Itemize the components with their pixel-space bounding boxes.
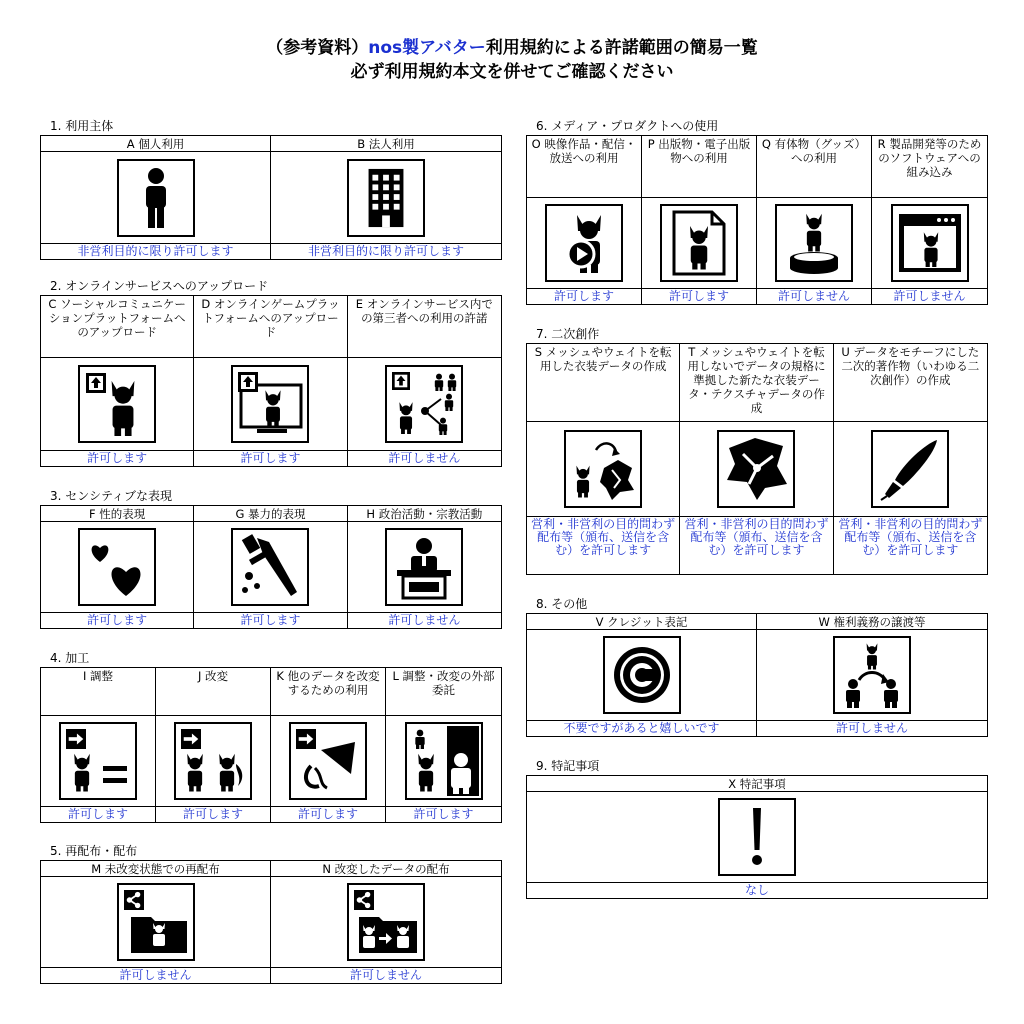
- item-t: [680, 344, 833, 574]
- item-r-header: R 製品開発等のためのソフトウェアへの組み込み: [872, 136, 987, 198]
- item-h-header: H 政治活動・宗教活動: [348, 506, 501, 522]
- copyright-icon: [603, 636, 681, 714]
- section-8: [526, 596, 988, 737]
- section-5-label: 5. 再配布・配布: [50, 844, 138, 858]
- section-4-label: 4. 加工: [50, 651, 90, 665]
- item-f-result: 許可します: [41, 612, 193, 628]
- outsource-icon: [405, 722, 483, 800]
- section-9: [526, 758, 988, 899]
- title-brand: nos製アバター: [368, 38, 486, 58]
- item-b-header: B 法人利用: [271, 136, 501, 152]
- section-7: [526, 326, 988, 575]
- item-q-result: 許可しません: [757, 288, 871, 304]
- item-r-result: 許可しません: [872, 288, 987, 304]
- item-l-result: 許可します: [386, 806, 501, 822]
- item-c-result: 許可します: [41, 450, 193, 466]
- item-u-result: 営利・非営利の目的問わず配布等（頒布、送信を含む）を許可します: [834, 516, 987, 574]
- hearts-icon: [78, 528, 156, 606]
- section-6: [526, 118, 988, 305]
- item-w-result: 許可しません: [757, 720, 987, 736]
- section-2-label: 2. オンラインサービスへのアップロード: [50, 279, 269, 293]
- item-e-header: E オンラインサービス内での第三者への利用の許諾: [348, 296, 501, 358]
- podium-icon: [385, 528, 463, 606]
- page-subtitle: 必ず利用規約本文を併せてご確認ください: [350, 62, 674, 82]
- item-n: [271, 861, 501, 983]
- item-h: [348, 506, 501, 628]
- item-l: [386, 668, 501, 822]
- item-o-header: O 映像作品・配信・放送への利用: [527, 136, 641, 198]
- item-d-result: 許可します: [194, 450, 346, 466]
- publication-icon: [660, 204, 738, 282]
- item-d-header: D オンラインゲームプラットフォームへのアップロード: [194, 296, 346, 358]
- item-g-header: G 暴力的表現: [194, 506, 346, 522]
- item-w: [757, 614, 987, 736]
- item-q: [757, 136, 872, 304]
- item-n-header: N 改変したデータの配布: [271, 861, 501, 877]
- figure-icon: [775, 204, 853, 282]
- title-suffix: 利用規約による許諾範囲の簡易一覧: [485, 38, 758, 58]
- section-2: [40, 278, 502, 467]
- item-v-result: 不要ですがあると嬉しいです: [527, 720, 756, 736]
- item-f-header: F 性的表現: [41, 506, 193, 522]
- upload-monitor-icon: [231, 365, 309, 443]
- item-t-header: T メッシュやウェイトを転用しないでデータの規格に準拠した新たな衣装データ・テクスチャデータの作成: [680, 344, 832, 422]
- outfit-transfer-icon: [564, 430, 642, 508]
- upload-avatar-icon: [78, 365, 156, 443]
- item-w-header: W 権利義務の譲渡等: [757, 614, 987, 630]
- exclamation-icon: [718, 798, 796, 876]
- item-u-header: U データをモチーフにした二次的著作物（いわゆる二次創作）の作成: [834, 344, 987, 422]
- page-title: [0, 36, 1024, 60]
- item-l-header: L 調整・改変の外部委託: [386, 668, 501, 716]
- item-s-header: S メッシュやウェイトを転用した衣装データの作成: [527, 344, 679, 422]
- item-i-header: I 調整: [41, 668, 155, 716]
- item-v: [527, 614, 757, 736]
- item-b: [271, 136, 501, 259]
- item-u: [834, 344, 987, 574]
- item-p-header: P 出版物・電子出版物への利用: [642, 136, 756, 198]
- item-s-result: 営利・非営利の目的問わず配布等（頒布、送信を含む）を許可します: [527, 516, 679, 574]
- item-p-result: 許可します: [642, 288, 756, 304]
- section-5: [40, 843, 502, 984]
- item-i: [41, 668, 156, 822]
- item-k: [271, 668, 386, 822]
- video-icon: [545, 204, 623, 282]
- software-icon: [891, 204, 969, 282]
- section-4: [40, 650, 502, 823]
- item-x-header: X 特記事項: [527, 776, 987, 792]
- item-i-result: 許可します: [41, 806, 155, 822]
- section-3: [40, 488, 502, 629]
- item-d: [194, 296, 347, 466]
- item-x: [527, 776, 987, 898]
- item-n-result: 許可しません: [271, 967, 501, 983]
- item-a-header: A 個人利用: [41, 136, 270, 152]
- section-9-label: 9. 特記事項: [536, 759, 600, 773]
- transfer-rights-icon: [833, 636, 911, 714]
- item-m-header: M 未改変状態での再配布: [41, 861, 270, 877]
- item-j-header: J 改変: [156, 668, 270, 716]
- item-k-header: K 他のデータを改変するための利用: [271, 668, 385, 716]
- person-icon: [117, 159, 195, 237]
- outfit-icon: [717, 430, 795, 508]
- section-1-label: 1. 利用主体: [50, 119, 114, 133]
- item-r: [872, 136, 987, 304]
- reuse-icon: [289, 722, 367, 800]
- item-x-result: なし: [527, 882, 987, 898]
- item-m-result: 許可しません: [41, 967, 270, 983]
- item-a-result: 非営利目的に限り許可します: [41, 243, 270, 259]
- pen-icon: [871, 430, 949, 508]
- item-c-header: C ソーシャルコミュニケーションプラットフォームへのアップロード: [41, 296, 193, 358]
- item-a: [41, 136, 271, 259]
- modify-icon: [174, 722, 252, 800]
- item-h-result: 許可しません: [348, 612, 501, 628]
- item-e-result: 許可しません: [348, 450, 501, 466]
- item-o: [527, 136, 642, 304]
- item-o-result: 許可します: [527, 288, 641, 304]
- item-k-result: 許可します: [271, 806, 385, 822]
- section-6-label: 6. メディア・プロダクトへの使用: [536, 119, 719, 133]
- item-j: [156, 668, 271, 822]
- item-e: [348, 296, 501, 466]
- item-m: [41, 861, 271, 983]
- item-f: [41, 506, 194, 628]
- distribute-modified-icon: [347, 883, 425, 961]
- knife-icon: [231, 528, 309, 606]
- item-b-result: 非営利目的に限り許可します: [271, 243, 501, 259]
- section-8-label: 8. その他: [536, 597, 588, 611]
- item-g-result: 許可します: [194, 612, 346, 628]
- item-v-header: V クレジット表記: [527, 614, 756, 630]
- item-g: [194, 506, 347, 628]
- adjust-icon: [59, 722, 137, 800]
- section-3-label: 3. センシティブな表現: [50, 489, 173, 503]
- item-s: [527, 344, 680, 574]
- upload-share-icon: [385, 365, 463, 443]
- section-7-label: 7. 二次創作: [536, 327, 600, 341]
- building-icon: [347, 159, 425, 237]
- item-p: [642, 136, 757, 304]
- item-c: [41, 296, 194, 466]
- item-t-result: 営利・非営利の目的問わず配布等（頒布、送信を含む）を許可します: [680, 516, 832, 574]
- title-prefix: （参考資料）: [266, 38, 369, 58]
- section-1: [40, 118, 502, 260]
- redistribute-icon: [117, 883, 195, 961]
- item-j-result: 許可します: [156, 806, 270, 822]
- item-q-header: Q 有体物（グッズ）への利用: [757, 136, 871, 198]
